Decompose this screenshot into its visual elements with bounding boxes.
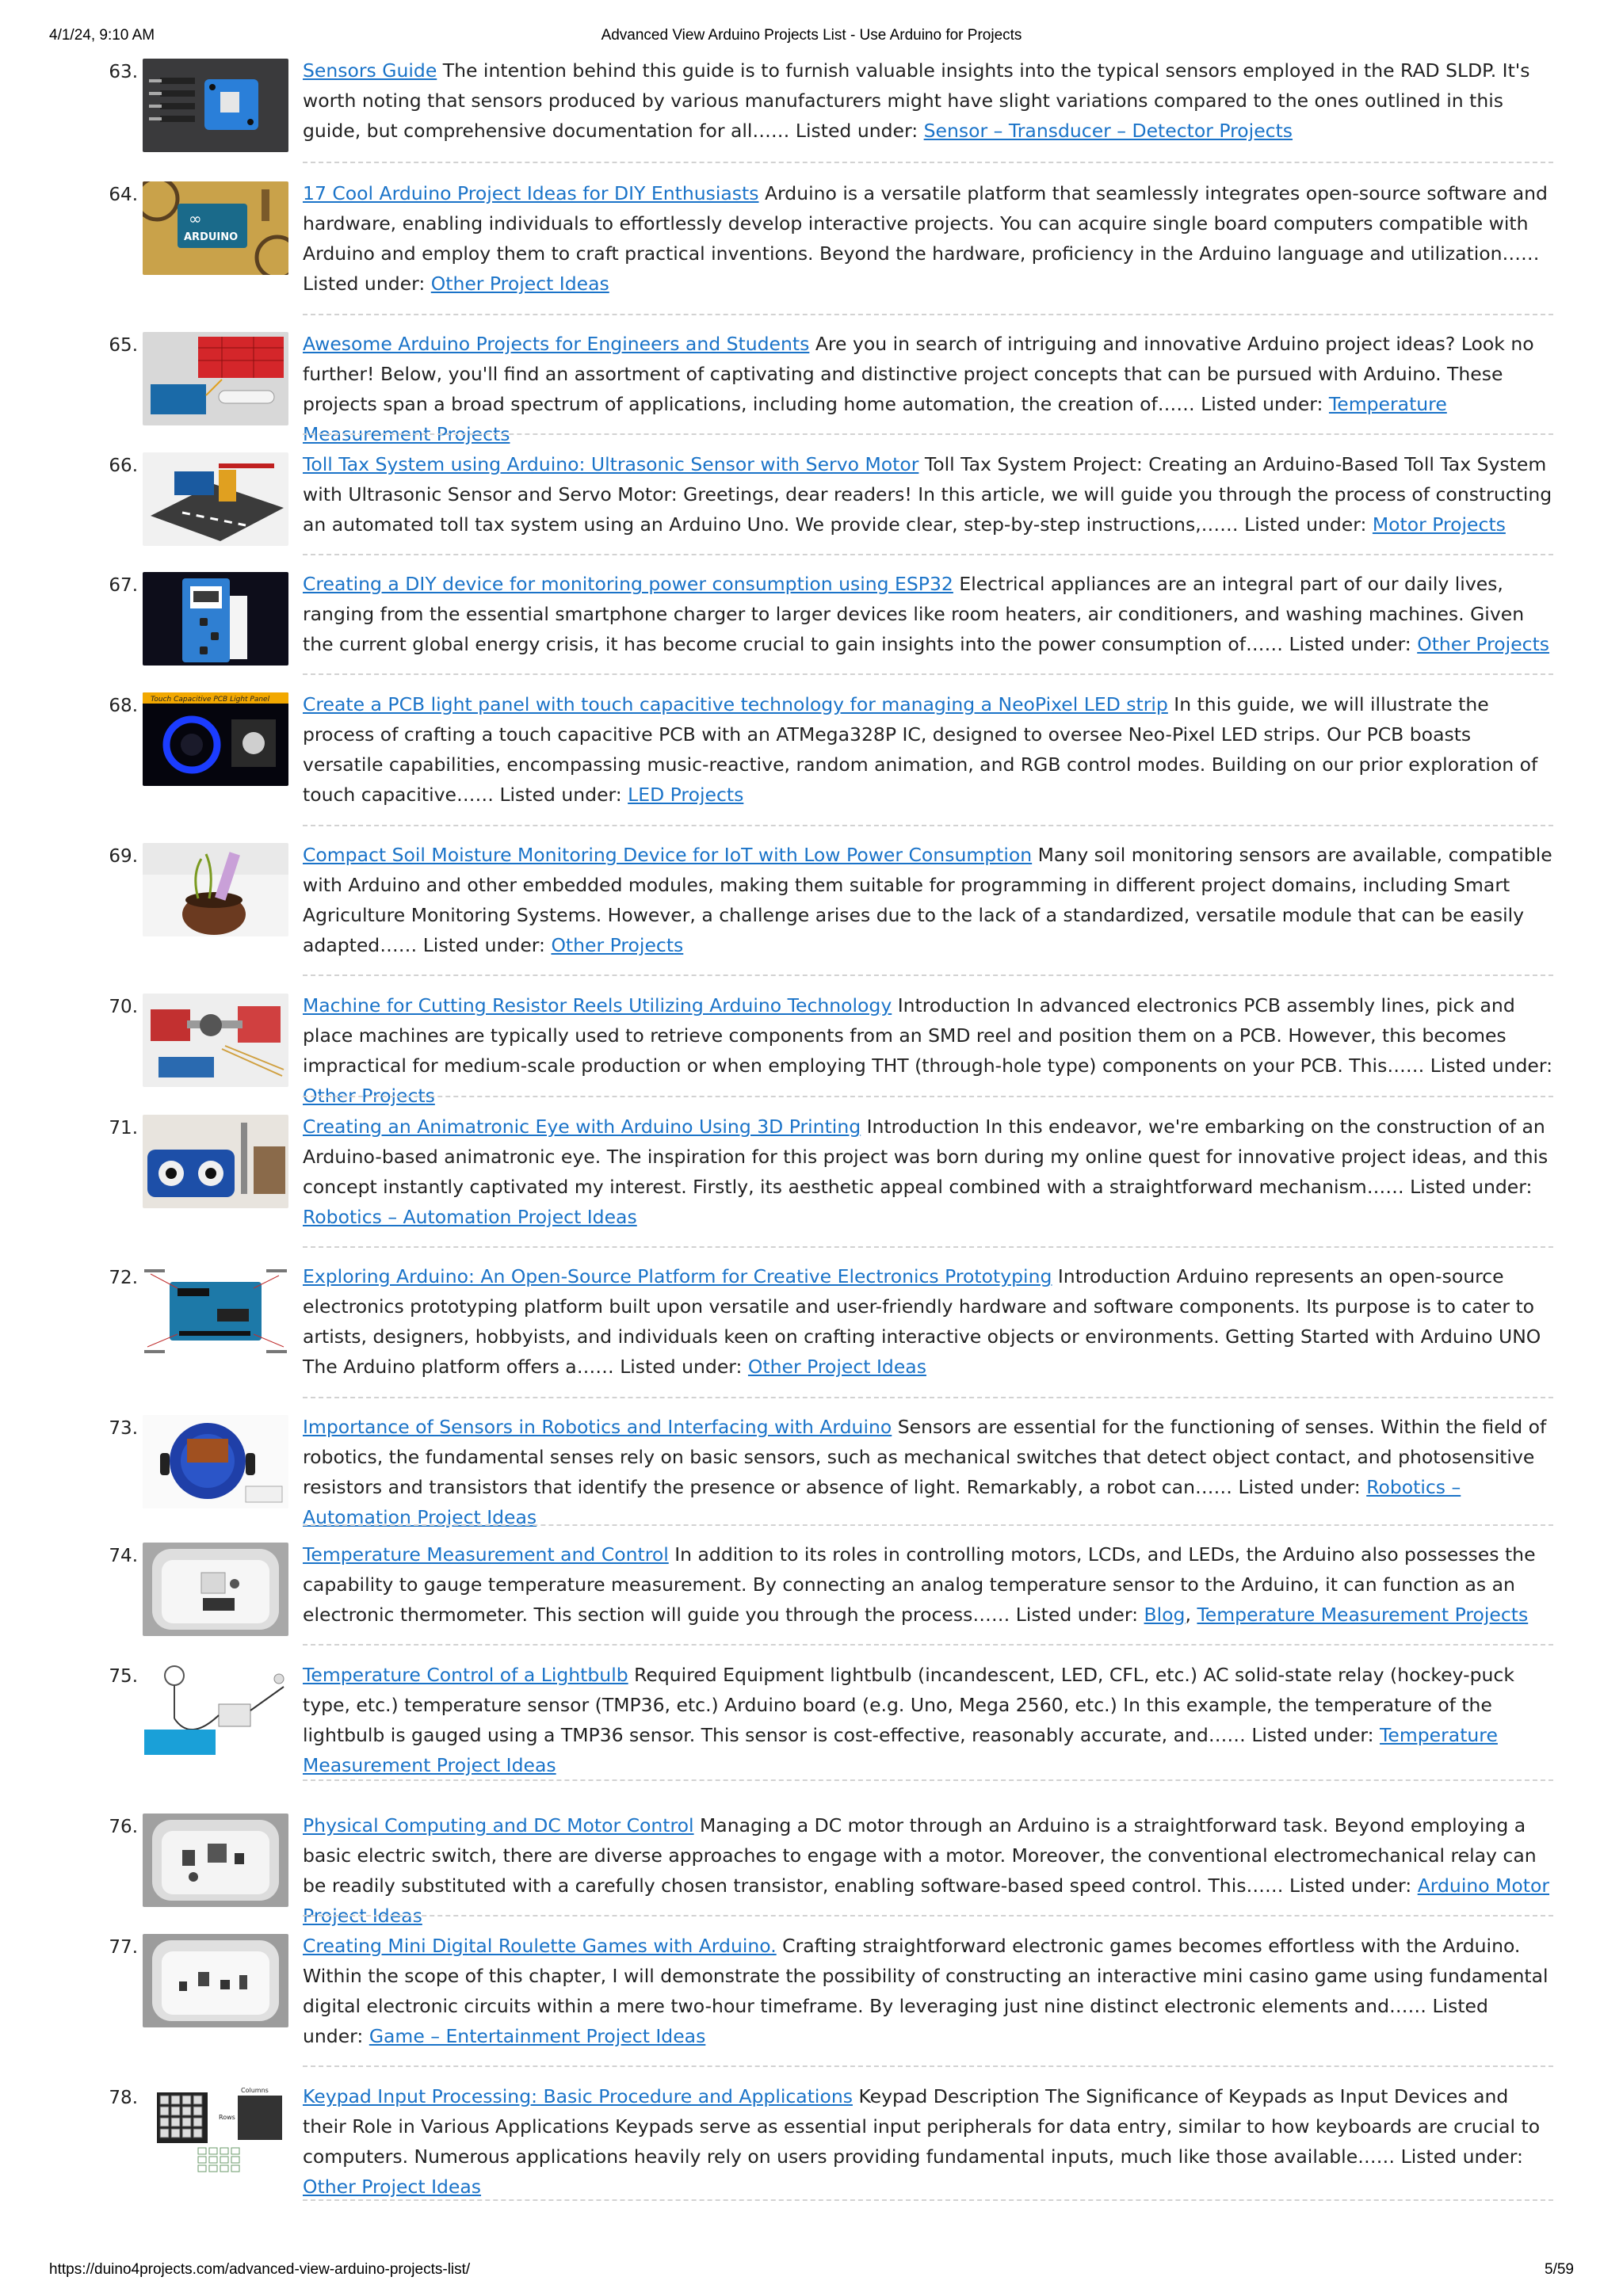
entry-number: 76.	[109, 1817, 138, 1837]
entry-text	[303, 1412, 1553, 1532]
entry-title-link[interactable]: Temperature Control of a Lightbulb	[303, 1664, 628, 1686]
entry-separator	[303, 1915, 1553, 1917]
entry-description: Sensors are essential for the functioning of senses. Within the field of robotics, the fundamental senses rely on basic sensors, such as mechanical switches that detect object contact, and photosensitive resistors and transistors that identify the presence or absence of light. Remarkably, a robot can……	[303, 1416, 1547, 1498]
listed-under-label: Listed under:	[1289, 1875, 1418, 1897]
thumbnail-image	[143, 572, 288, 666]
thumbnail-caption: Rows	[219, 2114, 235, 2121]
thumbnail-image	[143, 59, 288, 152]
entry-title-link[interactable]: Sensors Guide	[303, 59, 437, 82]
thumbnail-caption: Touch Capacitive PCB Light Panel	[151, 696, 270, 704]
category-link[interactable]: LED Projects	[628, 784, 744, 806]
thumbnail-image	[143, 1814, 288, 1907]
entry-text	[303, 569, 1553, 659]
category-link[interactable]: Game – Entertainment Project Ideas	[369, 2025, 706, 2047]
entry-title-link[interactable]: Compact Soil Moisture Monitoring Device for IoT with Low Power Consumption	[303, 844, 1033, 866]
listed-under-label: Listed under:	[1238, 1476, 1367, 1498]
entry-separator	[303, 1397, 1553, 1398]
category-link[interactable]: Blog	[1144, 1604, 1186, 1626]
entry-separator	[303, 1524, 1553, 1526]
entry-description: Are you in search of intriguing and innovative Arduino project ideas? Look no further! Below, you'll find an assortment of captivating and distinctive project concepts that can be pursued with Arduino. These projects span a broad spectrum of applications, including home automation, the creation of……	[303, 333, 1534, 415]
entry-number: 73.	[109, 1418, 138, 1439]
category-link[interactable]: Temperature Measurement Project Ideas	[303, 1724, 1498, 1776]
category-link[interactable]: Arduino Motor Project Ideas	[303, 1875, 1550, 1927]
entry-thumbnail[interactable]	[143, 1415, 288, 1508]
entry-separator	[303, 1644, 1553, 1646]
entry-thumbnail[interactable]	[143, 692, 288, 786]
entry-title-link[interactable]: Creating an Animatronic Eye with Arduino Using 3D Printing	[303, 1116, 861, 1138]
thumbnail-image	[143, 843, 288, 936]
listed-under-label: Listed under:	[1289, 633, 1418, 655]
entry-text	[303, 840, 1553, 960]
entry-separator	[303, 673, 1553, 675]
entry-text	[303, 1539, 1553, 1630]
entry-thumbnail[interactable]	[143, 1934, 288, 2027]
category-link[interactable]: Other Project Ideas	[747, 1356, 926, 1378]
thumbnail-image	[143, 994, 288, 1087]
entry-description: Many soil monitoring sensors are available, compatible with Arduino and other embedded modules, making them suitable for programming in different project domains, including Smart Agriculture Monitoring Systems. However, a challenge arises due to the lack of a standardized, versatile module that can be easily adapted……	[303, 844, 1552, 956]
entry-thumbnail[interactable]	[143, 452, 288, 546]
entry-text	[303, 178, 1553, 299]
entry-separator	[303, 1096, 1553, 1097]
thumbnail-image	[143, 1934, 288, 2027]
thumbnail-image	[143, 332, 288, 425]
entry-text	[303, 689, 1553, 810]
entry-title-link[interactable]: Exploring Arduino: An Open-Source Platform for Creative Electronics Prototyping	[303, 1265, 1052, 1287]
entry-number: 63.	[109, 62, 138, 82]
entry-text	[303, 1931, 1553, 2051]
entry-description: Introduction In this endeavor, we're embarking on the construction of an Arduino-based animatronic eye. The inspiration for this project was born during my online quest for innovative project ideas, and this concept instantly captivated my interest. Firstly, its aesthetic appeal combined with a straightforward mechanism……	[303, 1116, 1549, 1198]
category-link[interactable]: Temperature Measurement Projects	[303, 393, 1447, 445]
entry-thumbnail[interactable]	[143, 1264, 288, 1358]
category-link[interactable]: Temperature Measurement Projects	[1197, 1604, 1529, 1626]
entry-number: 77.	[109, 1937, 138, 1958]
thumbnail-image	[143, 181, 288, 275]
thumbnail-caption: ∞	[189, 209, 202, 228]
entry-description: The intention behind this guide is to furnish valuable insights into the typical sensors employed in the RAD SLDP. It's worth noting that sensors produced by various manufacturers might have slight variations compared to the ones outlined in this guide, but comprehensive documentation for all……	[303, 59, 1530, 142]
entry-description: Introduction Arduino represents an open-source electronics prototyping platform built upon versatile and user-friendly hardware and software components. Its purpose is to cater to artists, designers, hobbyists, and individuals keen on crafting interactive objects or environments. Getting Started with Arduino UNO The Arduino platform offers a……	[303, 1265, 1541, 1378]
entry-text	[303, 1112, 1553, 1232]
entry-text	[303, 55, 1553, 146]
category-link[interactable]: Other Project Ideas	[430, 273, 609, 295]
entry-thumbnail[interactable]	[143, 1543, 288, 1636]
entry-number: 68.	[109, 696, 138, 716]
listed-under-label: Listed under:	[1430, 1055, 1553, 1077]
entry-number: 66.	[109, 456, 138, 476]
entry-description: Toll Tax System Project: Creating an Arduino-Based Toll Tax System with Ultrasonic Sensor and Servo Motor: Greetings, dear readers! In this article, we will guide you through the process of constructing an automated toll tax system using an Arduino Uno. We provide clear, step-by-step instructions,……	[303, 453, 1552, 536]
entry-title-link[interactable]: 17 Cool Arduino Project Ideas for DIY Enthusiasts	[303, 182, 759, 204]
entry-thumbnail[interactable]	[143, 332, 288, 425]
category-link[interactable]: Robotics – Automation Project Ideas	[303, 1206, 637, 1228]
category-separator: ,	[1185, 1604, 1197, 1626]
listed-under-label: Listed under:	[1244, 513, 1373, 536]
category-link[interactable]: Other Projects	[303, 1085, 435, 1107]
category-link[interactable]: Other Project Ideas	[303, 2176, 482, 2198]
entry-separator	[303, 2199, 1553, 2201]
thumbnail-image	[143, 452, 288, 546]
thumbnail-caption: ARDUINO	[184, 231, 239, 243]
entry-title-link[interactable]: Creating a DIY device for monitoring power consumption using ESP32	[303, 573, 953, 595]
entry-number: 64.	[109, 185, 138, 205]
entry-number: 78.	[109, 2088, 138, 2108]
entry-separator	[303, 554, 1553, 555]
entry-separator	[303, 162, 1553, 163]
thumbnail-image	[143, 692, 288, 786]
listed-under-label: Listed under:	[499, 784, 628, 806]
listed-under-label: Listed under:	[422, 934, 552, 956]
entry-thumbnail[interactable]	[143, 1115, 288, 1208]
entry-text	[303, 2081, 1553, 2202]
category-link[interactable]: Other Projects	[551, 934, 684, 956]
thumbnail-image	[143, 1663, 288, 1756]
entry-title-link[interactable]: Temperature Measurement and Control	[303, 1543, 669, 1566]
entry-number: 65.	[109, 335, 138, 356]
entry-text	[303, 990, 1553, 1111]
entry-number: 72.	[109, 1268, 138, 1288]
entry-title-link[interactable]: Keypad Input Processing: Basic Procedure and Applications	[303, 2085, 853, 2107]
entry-thumbnail[interactable]	[143, 572, 288, 666]
page-number: 5/59	[1545, 2261, 1574, 2278]
listed-under-label: Listed under:	[620, 1356, 748, 1378]
entry-separator	[303, 1779, 1553, 1781]
entry-title-link[interactable]: Toll Tax System using Arduino: Ultrasonic Sensor with Servo Motor	[303, 453, 919, 475]
entry-description: Crafting straightforward electronic games becomes effortless with the Arduino. Within the scope of this chapter, I will demonstrate the possibility of constructing an interactive mini casino game using fundamental digital electronic circuits within a mere two-hour timeframe. By leveraging just nine distinct electronic elements and……	[303, 1935, 1549, 2017]
entry-thumbnail[interactable]	[143, 1663, 288, 1756]
entry-description: In addition to its roles in controlling motors, LCDs, and LEDs, the Arduino also possesses the capability to gauge temperature measurement. By connecting an analog temperature sensor to the Arduino, it can function as an electronic thermometer. This section will guide you through the process……	[303, 1543, 1536, 1626]
entry-description: Required Equipment lightbulb (incandescent, LED, CFL, etc.) AC solid-state relay (hockey-puck type, etc.) temperature sensor (TMP36, etc.) Arduino board (e.g. Uno, Mega 2560, etc.) In this example, the temperature of the lightbulb is gauged using a TMP36 sensor. This sensor is cost-effective, reasonably accurate, and……	[303, 1664, 1514, 1746]
entry-text	[303, 1261, 1553, 1382]
category-link[interactable]: Robotics – Automation Project Ideas	[303, 1476, 1461, 1528]
print-datetime: 4/1/24, 9:10 AM	[49, 27, 155, 44]
entry-title-link[interactable]: Machine for Cutting Resistor Reels Utilizing Arduino Technology	[303, 994, 892, 1016]
entry-text	[303, 1810, 1553, 1931]
entry-number: 75.	[109, 1666, 138, 1687]
entry-title-link[interactable]: Create a PCB light panel with touch capacitive technology for managing a NeoPixel LED strip	[303, 693, 1168, 715]
entry-thumbnail[interactable]	[143, 843, 288, 936]
thumbnail-image	[143, 1264, 288, 1358]
entry-thumbnail[interactable]	[143, 181, 288, 275]
category-link[interactable]: Sensor – Transducer – Detector Projects	[923, 120, 1293, 142]
entry-number: 70.	[109, 997, 138, 1017]
thumbnail-image	[143, 1415, 288, 1508]
entry-number: 67.	[109, 575, 138, 596]
print-header	[49, 27, 1574, 51]
entry-number: 69.	[109, 846, 138, 867]
entry-description: Introduction In advanced electronics PCB assembly lines, pick and place machines are typically used to retrieve components from an SMD reel and position them on a PCB. However, this becomes impractical for medium-scale production or when employing THT (through-hole type) components on your PCB. This……	[303, 994, 1515, 1077]
entry-separator	[303, 974, 1553, 976]
listed-under-label: Listed under:	[303, 273, 431, 295]
entry-text	[303, 329, 1553, 449]
listed-under-label: Listed under:	[1201, 393, 1329, 415]
entry-separator	[303, 2065, 1553, 2067]
listed-under-label: Listed under:	[795, 120, 924, 142]
listed-under-label: Listed under:	[1400, 2145, 1523, 2168]
entry-number: 74.	[109, 1546, 138, 1566]
print-footer	[49, 2261, 1574, 2285]
entry-text	[303, 449, 1553, 540]
entry-separator	[303, 433, 1553, 435]
entry-separator	[303, 1246, 1553, 1248]
entry-thumbnail[interactable]	[143, 1814, 288, 1907]
thumbnail-image	[143, 1115, 288, 1208]
category-link[interactable]: Other Projects	[1417, 633, 1550, 655]
entry-description: Keypad Description The Significance of Keypads as Input Devices and their Role in Various Applications Keypads serve as essential input peripherals for data entry, similar to how keyboards are crucial to computers. Numerous applications heavily rely on users providing fundamental inputs, much like those available……	[303, 2085, 1541, 2168]
page-title: Advanced View Arduino Projects List - Use Arduino for Projects	[601, 27, 1022, 44]
entry-description: Arduino is a versatile platform that seamlessly integrates open-source software and hardware, enabling individuals to effortlessly develop interactive projects. You can acquire single board computers compatible with Arduino and employ them to craft practical inventions. Beyond the hardware, proficiency in the Arduino language and utilization……	[303, 182, 1548, 265]
thumbnail-caption: Columns	[241, 2087, 269, 2094]
entry-description: Managing a DC motor through an Arduino is a straightforward task. Beyond employing a basic electric switch, there are diverse approaches to engage with a motor. Moreover, the conventional electromechanical relay can be readily substituted with a carefully chosen transistor, enabling software-based speed control. This……	[303, 1814, 1537, 1897]
thumbnail-image	[143, 1543, 288, 1636]
listed-under-label: Listed under:	[1251, 1724, 1381, 1746]
entry-description: In this guide, we will illustrate the process of crafting a touch capacitive PCB with an ATMega328P IC, designed to oversee Neo-Pixel LED strips. Our PCB boasts versatile capabilities, encompassing music-reactive, random animation, and RGB control modes. Building on our prior exploration of touch capacitive……	[303, 693, 1538, 806]
entry-title-link[interactable]: Physical Computing and DC Motor Control	[303, 1814, 694, 1836]
entry-thumbnail[interactable]	[143, 59, 288, 152]
entry-separator	[303, 314, 1553, 315]
listed-under-label: Listed under:	[1410, 1176, 1533, 1198]
entry-thumbnail[interactable]	[143, 994, 288, 1087]
entry-title-link[interactable]: Importance of Sensors in Robotics and Interfacing with Arduino	[303, 1416, 892, 1438]
category-link[interactable]: Motor Projects	[1372, 513, 1506, 536]
page-url: https://duino4projects.com/advanced-view-arduino-projects-list/	[49, 2261, 471, 2278]
listed-under-label: Listed under:	[303, 1995, 1488, 2047]
entry-separator	[303, 825, 1553, 826]
thumbnail-image	[143, 2084, 288, 2178]
listed-under-label: Listed under:	[1015, 1604, 1144, 1626]
entry-text	[303, 1660, 1553, 1780]
entry-number: 71.	[109, 1118, 138, 1138]
entry-title-link[interactable]: Awesome Arduino Projects for Engineers and Students	[303, 333, 810, 355]
entry-description: Electrical appliances are an integral part of our daily lives, ranging from the essential smartphone charger to larger devices like room heaters, air conditioners, and washing machines. Given the current global energy crisis, it has become crucial to gain insights into the power consumption of……	[303, 573, 1525, 655]
entry-thumbnail[interactable]	[143, 2084, 288, 2178]
entry-title-link[interactable]: Creating Mini Digital Roulette Games with Arduino.	[303, 1935, 777, 1957]
